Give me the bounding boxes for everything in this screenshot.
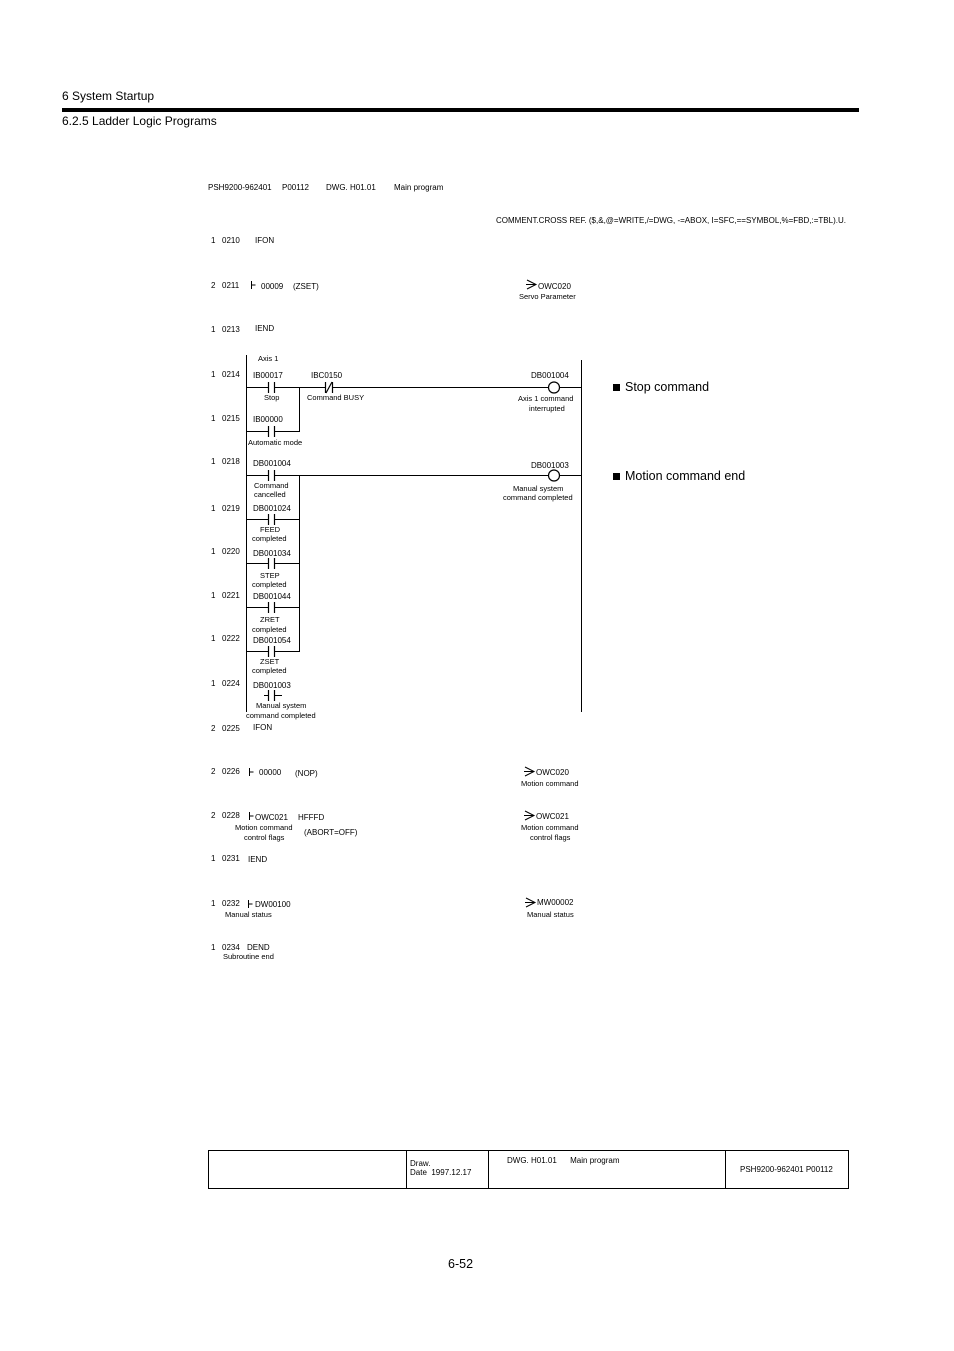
contact-comment: completed <box>252 666 287 675</box>
line-count: 1 <box>211 591 216 600</box>
dest-comment: Motion command <box>521 823 579 832</box>
contact-db001054 <box>269 646 275 657</box>
line-count: 2 <box>211 281 216 290</box>
step-number: 0232 <box>222 899 240 908</box>
operand: 00000 <box>259 768 282 777</box>
step-number: 0225 <box>222 724 240 733</box>
step-number: 0218 <box>222 457 240 466</box>
contact-address: IB00000 <box>253 415 283 424</box>
instruction: IFON <box>253 723 273 732</box>
operand: 00009 <box>261 282 284 291</box>
contact-comment: Automatic mode <box>248 438 303 447</box>
operand-comment: control flags <box>244 833 285 842</box>
instruction-comment: Subroutine end <box>223 952 274 961</box>
step-number: 0231 <box>222 854 240 863</box>
doc-id: PSH9200-962401 <box>208 183 272 192</box>
title-block-ref-text: PSH9200-962401 P00112 <box>740 1165 833 1174</box>
title-block-blank <box>209 1151 407 1189</box>
line-count: 1 <box>211 547 216 556</box>
step-number: 0228 <box>222 811 240 820</box>
contact-address: DB001024 <box>253 504 291 513</box>
line-count: 2 <box>211 811 216 820</box>
contact-db001034 <box>269 558 275 569</box>
contact-address: DB001034 <box>253 549 291 558</box>
contact-comment: Command <box>254 481 289 490</box>
arrow-icon <box>524 767 534 776</box>
operand-arg: HFFFD <box>298 813 325 822</box>
step-number: 0226 <box>222 767 240 776</box>
coil-comment: interrupted <box>529 404 565 413</box>
chapter-heading: 6 System Startup <box>62 89 155 103</box>
step-number: 0215 <box>222 414 240 423</box>
title-block-title: Main program <box>570 1156 620 1165</box>
coil-comment: Axis 1 command <box>518 394 574 403</box>
contact-address: DB001044 <box>253 592 291 601</box>
line-count: 1 <box>211 236 216 245</box>
line-count: 1 <box>211 370 216 379</box>
arrow-icon <box>524 811 534 820</box>
doc-page: P00112 <box>282 183 309 192</box>
contact-comment: completed <box>252 534 287 543</box>
draw-label: Draw. <box>410 1159 431 1168</box>
contact-ib00000 <box>269 426 275 437</box>
cross-ref-comment: COMMENT.CROSS REF. ($,&,@=WRITE,/=DWG, -=ABOX, I=SFC,==SYMBOL,%=FBD,:=TBL).U. <box>496 216 846 225</box>
tick-0211 <box>252 281 256 289</box>
title-block-dwg <box>489 1151 726 1189</box>
contact-comment: completed <box>252 625 287 634</box>
contact-comment: Stop <box>264 393 280 402</box>
note-stop-command: Stop command <box>613 380 709 394</box>
tick-0232 <box>249 900 253 908</box>
step-number: 0210 <box>222 236 240 245</box>
dest-register: OWC021 <box>536 812 569 821</box>
contact-comment: Manual system <box>256 701 307 710</box>
section-heading: 6.2.5 Ladder Logic Programs <box>62 114 217 128</box>
step-number: 0219 <box>222 504 240 513</box>
step-number: 0224 <box>222 679 240 688</box>
instruction: IEND <box>255 324 275 333</box>
tick-0226 <box>250 768 254 776</box>
instruction: IEND <box>248 855 268 864</box>
instruction: IFON <box>255 236 275 245</box>
dest-register: OWC020 <box>538 282 571 291</box>
operand-comment: Motion command <box>235 823 293 832</box>
draw-date: 1997.12.17 <box>431 1168 472 1177</box>
dest-comment: Manual status <box>527 910 574 919</box>
page-number: 6-52 <box>448 1257 474 1271</box>
dest-comment: Motion command <box>521 779 579 788</box>
contact-ib00017 <box>269 382 275 393</box>
dest-comment: Servo Parameter <box>519 292 576 301</box>
note-motion-command-end: Motion command end <box>613 469 745 483</box>
doc-title: Main program <box>394 183 444 192</box>
title-block-draw <box>407 1151 489 1189</box>
instruction: DEND <box>247 943 270 952</box>
line-count: 2 <box>211 767 216 776</box>
operand: DW00100 <box>255 900 291 909</box>
contact-comment: FEED <box>260 525 281 534</box>
contact-comment: ZSET <box>260 657 280 666</box>
title-block-dwg-number: DWG. H01.01 <box>507 1156 557 1165</box>
operand-arg: (ZSET) <box>293 282 319 291</box>
coil-db001003 <box>549 470 560 481</box>
line-count: 1 <box>211 899 216 908</box>
line-count: 1 <box>211 943 216 952</box>
line-count: 2 <box>211 724 216 733</box>
step-number: 0220 <box>222 547 240 556</box>
dest-register: MW00002 <box>537 898 574 907</box>
operand: OWC021 <box>255 813 288 822</box>
tick-0228 <box>250 812 254 820</box>
coil-comment: Manual system <box>513 484 564 493</box>
step-number: 0222 <box>222 634 240 643</box>
line-count: 1 <box>211 457 216 466</box>
arg-comment: (ABORT=OFF) <box>304 828 358 837</box>
line-count: 1 <box>211 504 216 513</box>
contact-db001004 <box>269 470 275 481</box>
contact-address: IB00017 <box>253 371 283 380</box>
contact-comment: command completed <box>246 711 316 720</box>
arrow-icon <box>526 280 536 289</box>
contact-nc-ibc0150 <box>326 382 333 393</box>
coil-address: DB001003 <box>531 461 569 470</box>
date-row <box>410 1168 485 1177</box>
contact-db001003 <box>269 690 275 701</box>
contact-db001044 <box>269 602 275 613</box>
step-number: 0211 <box>222 281 240 290</box>
operand-arg: (NOP) <box>295 769 318 778</box>
step-number: 0213 <box>222 325 240 334</box>
contact-address: DB001004 <box>253 459 291 468</box>
title-block-ref <box>726 1151 849 1189</box>
step-number: 0214 <box>222 370 240 379</box>
contact-comment: ZRET <box>260 615 280 624</box>
contact-comment: cancelled <box>254 490 286 499</box>
contact-comment: STEP <box>260 571 280 580</box>
coil-db001004 <box>549 382 560 393</box>
dest-register: OWC020 <box>536 768 569 777</box>
contact-comment: Command BUSY <box>307 393 365 402</box>
coil-address: DB001004 <box>531 371 569 380</box>
contact-address: DB001003 <box>253 681 291 690</box>
arrow-icon <box>525 898 535 907</box>
line-count: 1 <box>211 634 216 643</box>
contact-address: DB001054 <box>253 636 291 645</box>
dest-comment: control flags <box>530 833 571 842</box>
line-count: 1 <box>211 325 216 334</box>
operand-comment: Manual status <box>225 910 272 919</box>
doc-dwg: DWG. H01.01 <box>326 183 376 192</box>
contact-comment: completed <box>252 580 287 589</box>
line-count: 1 <box>211 414 216 423</box>
step-number: 0234 <box>222 943 240 952</box>
date-label: Date <box>410 1168 427 1177</box>
title-block <box>208 1150 849 1189</box>
contact-db001024 <box>269 514 275 525</box>
line-count: 1 <box>211 679 216 688</box>
line-count: 1 <box>211 854 216 863</box>
coil-comment: command completed <box>503 493 573 502</box>
step-number: 0221 <box>222 591 240 600</box>
contact-address: IBC0150 <box>311 371 343 380</box>
rung-label: Axis 1 <box>258 354 279 363</box>
